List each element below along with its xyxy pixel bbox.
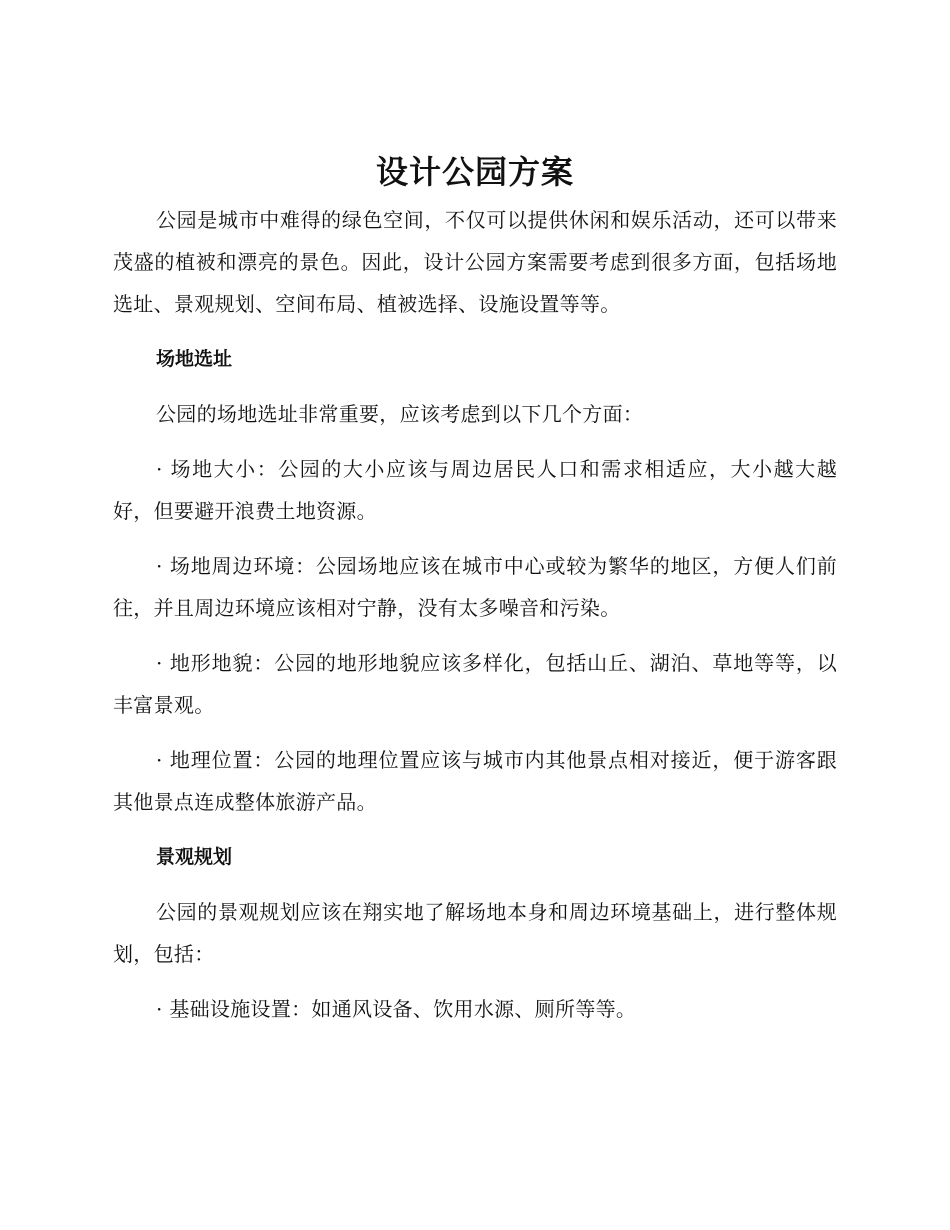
section-heading-site-selection: 场地选址 xyxy=(156,348,233,370)
landscape-planning-lead: 公园的景观规划应该在翔实地了解场地本身和周边环境基础上，进行整体规划，包括： xyxy=(113,900,837,966)
bullet-infrastructure: · 基础设施设置：如通风设备、饮用水源、厕所等等。 xyxy=(156,997,637,1021)
section-heading-landscape-planning: 景观规划 xyxy=(156,846,233,868)
site-selection-lead: 公园的场地选址非常重要，应该考虑到以下几个方面： xyxy=(156,402,644,426)
bullet-site-size: · 场地大小：公园的大小应该与周边居民人口和需求相适应，大小越大越好，但要避开浪费土地资源。 xyxy=(113,457,837,523)
bullet-terrain: · 地形地貌：公园的地形地貌应该多样化，包括山丘、湖泊、草地等等，以丰富景观。 xyxy=(113,651,837,717)
intro-paragraph: 公园是城市中难得的绿色空间，不仅可以提供休闲和娱乐活动，还可以带来茂盛的植被和漂亮的景色。因此，设计公园方案需要考虑到很多方面，包括场地选址、景观规划、空间布局、植被选择、设施设置等等。 xyxy=(113,208,837,316)
document-title: 设计公园方案 xyxy=(375,153,574,191)
bullet-location: · 地理位置：公园的地理位置应该与城市内其他景点相对接近，便于游客跟其他景点连成整体旅游产品。 xyxy=(113,748,837,814)
document-body xyxy=(113,199,837,1030)
bullet-site-environment: · 场地周边环境：公园场地应该在城市中心或较为繁华的地区，方便人们前往，并且周边环境应该相对宁静，没有太多噪音和污染。 xyxy=(113,554,837,620)
